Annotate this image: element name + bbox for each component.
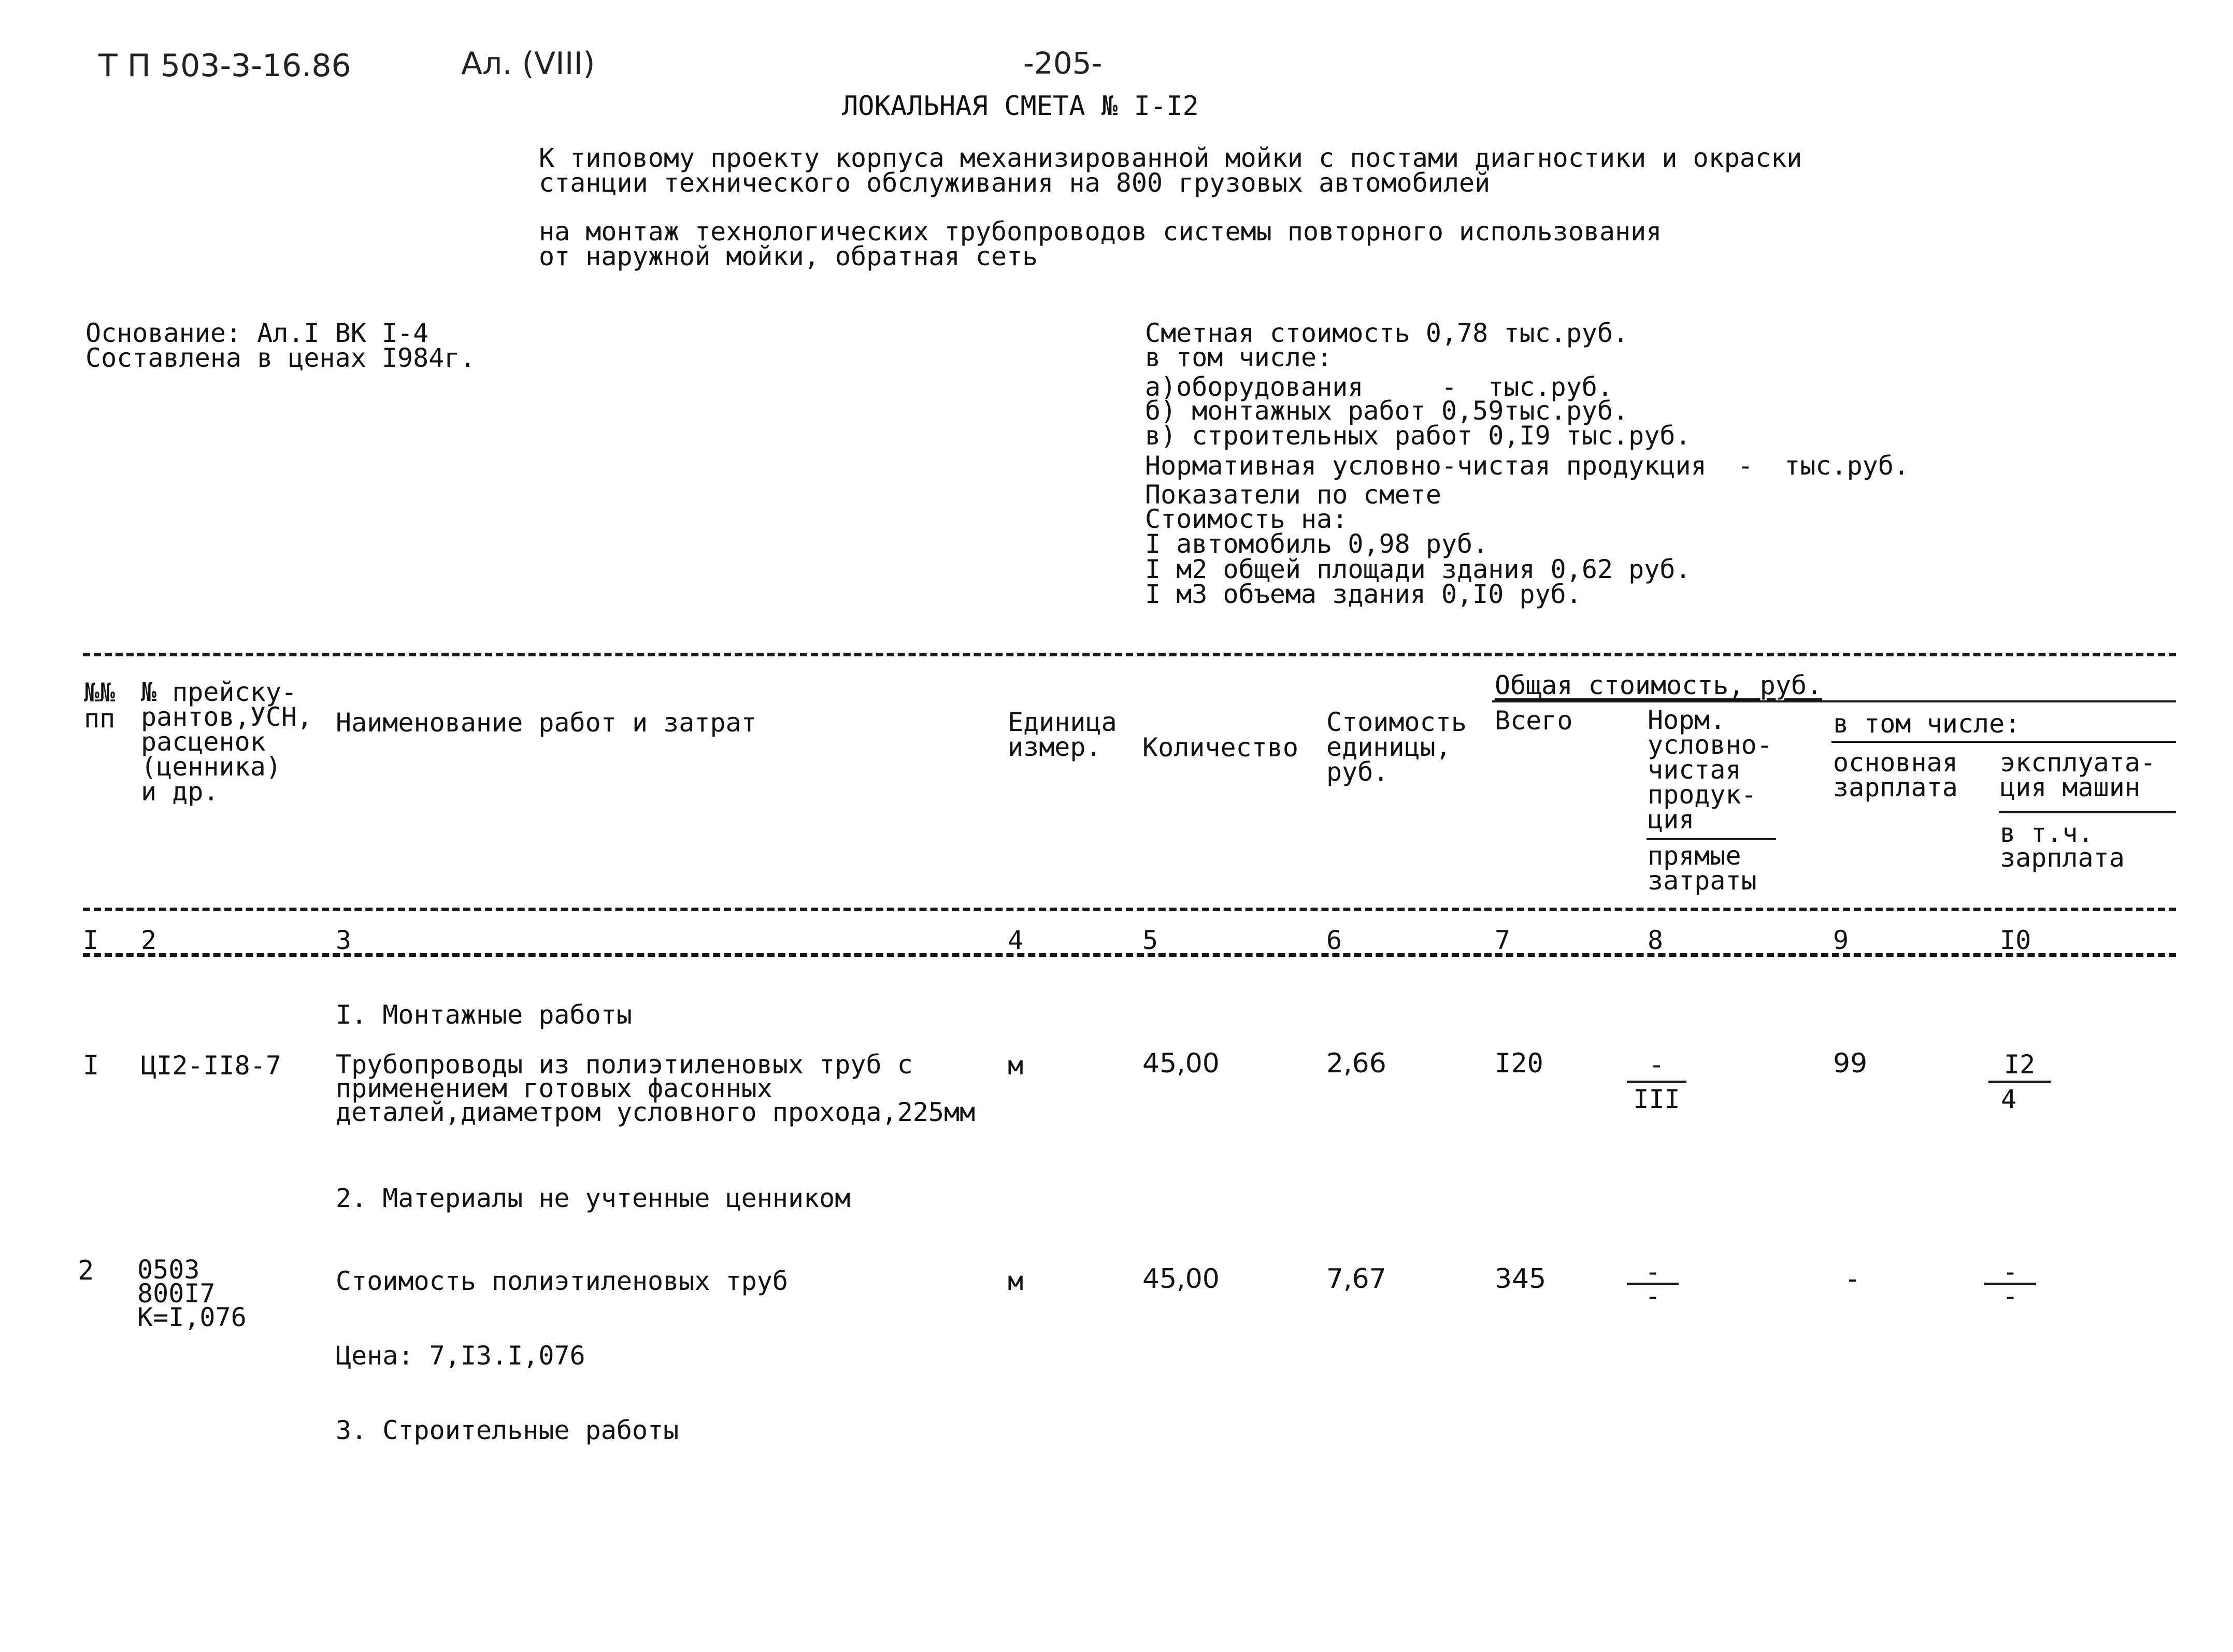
cost-line-9: I автомобиль 0,98 руб. xyxy=(1145,529,1488,559)
subject-line-1: К типовому проекту корпуса механизированной мойки с постами диагностики и окраски xyxy=(539,143,1802,173)
row-2-code: 0503 800I7 К=I,076 xyxy=(137,1255,247,1332)
group-total-rule xyxy=(1492,700,2176,702)
col-header-unit: Единица измер. xyxy=(1008,707,1117,762)
row-1-base-salary: 99 xyxy=(1833,1048,1868,1079)
row-1-number: I xyxy=(83,1050,99,1081)
col-number-3: 3 xyxy=(336,925,352,955)
album-number: Ал. (VIII) xyxy=(461,46,595,82)
row-1-total: I20 xyxy=(1495,1048,1543,1079)
col-header-net-product: Норм. условно- чистая продук- ция xyxy=(1648,705,1772,835)
row-2-number: 2 xyxy=(78,1255,94,1286)
row-2-quantity: 45,00 xyxy=(1142,1263,1220,1295)
col-number-9: 9 xyxy=(1833,925,1849,955)
row-1-name: Трубопроводы из полиэтиленовых труб с применением готовых фасонных деталей,диаметром условного прохода,225мм xyxy=(336,1050,976,1127)
row-2-direct-costs: - xyxy=(1644,1281,1661,1311)
row-2-machine-operation: - xyxy=(2002,1257,2019,1287)
col-header-name: Наименование работ и затрат xyxy=(336,708,757,738)
col-header-direct-costs: прямые затраты xyxy=(1648,841,1757,896)
col-group-total-cost: Общая стоимость, руб. xyxy=(1495,670,1823,700)
document-code: Т П 503-3-16.86 xyxy=(98,48,351,84)
page-number: -205- xyxy=(1023,46,1103,81)
col-header-pricelist: № прейску- рантов,УСН, расценок (ценника) и др. xyxy=(141,677,313,807)
row-1-machine-operation: I2 xyxy=(2003,1050,2036,1080)
col-header-total: Всего xyxy=(1495,706,1573,736)
section-title-1: I. Монтажные работы xyxy=(336,1000,632,1030)
col-number-7: 7 xyxy=(1495,925,1511,955)
cost-line-8: Стоимость на: xyxy=(1145,504,1348,534)
row-2-price-note: Цена: 7,I3.I,076 xyxy=(336,1341,585,1371)
row-2-machine-fraction xyxy=(1984,1257,2036,1311)
cost-line-5: в) строительных работ 0,I9 тыс.руб. xyxy=(1145,421,1691,451)
cost-line-6: Нормативная условно-чистая продукция - тыс.руб. xyxy=(1145,451,1910,481)
col-number-4: 4 xyxy=(1008,925,1024,955)
column-numbers-rule xyxy=(83,953,2176,957)
basis-line-2: Составлена в ценах I984г. xyxy=(85,343,476,373)
col-header-unit-cost: Стоимость единицы, руб. xyxy=(1326,707,1467,787)
cost-line-1: Сметная стоимость 0,78 тыс.руб. xyxy=(1145,318,1629,348)
col-header-base-salary: основная зарплата xyxy=(1833,748,1958,802)
col-number-8: 8 xyxy=(1648,925,1664,955)
col-header-machine-operation: эксплуата- ция машин xyxy=(2000,748,2156,802)
cost-line-7: Показатели по смете xyxy=(1145,480,1441,510)
cost-line-4: б) монтажных работ 0,59тыс.руб. xyxy=(1145,396,1629,426)
col-group-including: в том числе: xyxy=(1833,709,2021,739)
col-number-1: I xyxy=(83,925,99,955)
row-2-base-salary: - xyxy=(1844,1263,1861,1295)
table-header-rule xyxy=(83,908,2176,911)
row-2-net-product: - xyxy=(1644,1257,1661,1287)
cost-line-3: а)оборудования - тыс.руб. xyxy=(1145,372,1613,402)
cost-line-2: в том числе: xyxy=(1145,342,1333,372)
subject-line-2: станции технического обслуживания на 800 грузовых автомобилей xyxy=(539,168,1491,198)
basis-line-1: Основание: Ал.I ВК I-4 xyxy=(85,318,429,348)
col-header-quantity: Количество xyxy=(1142,732,1299,763)
table-top-rule xyxy=(83,653,2176,656)
row-2-net-product-fraction xyxy=(1627,1257,1679,1311)
row-1-code: ЦI2-II8-7 xyxy=(141,1051,281,1081)
row-1-net-product-fraction xyxy=(1627,1052,1686,1112)
group-including-rule xyxy=(1831,741,2176,743)
row-1-machine-divider xyxy=(1988,1081,2051,1083)
row-1-machine-fraction xyxy=(1988,1052,2051,1112)
net-product-rule xyxy=(1647,838,1776,840)
cost-line-10: I м2 общей площади здания 0,62 руб. xyxy=(1145,554,1691,584)
page-title: ЛОКАЛЬНАЯ СМЕТА № I-I2 xyxy=(842,91,1199,122)
row-1-net-product-divider xyxy=(1627,1081,1686,1083)
machine-operation-rule xyxy=(1999,811,2176,813)
col-number-5: 5 xyxy=(1142,925,1158,955)
col-number-2: 2 xyxy=(141,925,157,955)
col-number-10: I0 xyxy=(2000,925,2031,955)
col-header-incl-salary: в т.ч. зарплата xyxy=(2000,818,2125,873)
row-1-unit: м xyxy=(1008,1051,1024,1081)
row-2-incl-salary: - xyxy=(2002,1281,2019,1311)
subject-line-4: от наружной мойки, обратная сеть xyxy=(539,241,1038,271)
col-number-6: 6 xyxy=(1326,925,1342,955)
row-1-net-product: - xyxy=(1649,1050,1665,1080)
row-1-quantity: 45,00 xyxy=(1142,1048,1220,1079)
row-2-unit: м xyxy=(1008,1266,1024,1296)
cost-line-11: I м3 объема здания 0,I0 руб. xyxy=(1145,579,1582,609)
row-2-unit-price: 7,67 xyxy=(1326,1263,1386,1295)
row-1-unit-price: 2,66 xyxy=(1326,1048,1386,1079)
row-2-total: 345 xyxy=(1495,1263,1547,1295)
row-2-name: Стоимость полиэтиленовых труб xyxy=(336,1266,788,1296)
row-1-incl-salary: 4 xyxy=(2001,1084,2017,1114)
subject-line-3: на монтаж технологических трубопроводов системы повторного использования xyxy=(539,217,1662,247)
col-header-number: №№ пп xyxy=(84,678,116,734)
row-1-direct-costs: III xyxy=(1633,1084,1680,1114)
section-title-3: 3. Строительные работы xyxy=(336,1415,679,1445)
section-title-2: 2. Материалы не учтенные ценником xyxy=(336,1183,851,1213)
